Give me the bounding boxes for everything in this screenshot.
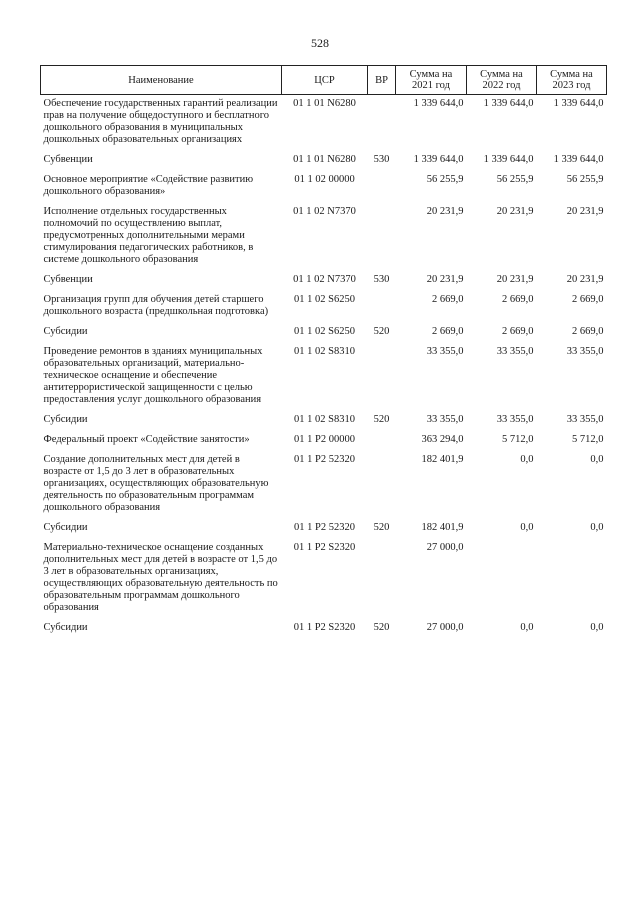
- cell-vr: 520: [373, 522, 390, 533]
- table-row: [41, 203, 607, 271]
- cell-name: Субсидии: [43, 414, 88, 425]
- cell-sum-2023: 5 712,0: [572, 434, 604, 445]
- cell-csr: 01 1 02 00000: [294, 174, 355, 185]
- budget-table: [40, 65, 607, 639]
- table-row: [41, 343, 607, 411]
- cell-sum-2021: 2 669,0: [432, 294, 464, 305]
- table-row: [41, 519, 607, 539]
- cell-csr: 01 1 02 S6250: [294, 294, 355, 305]
- cell-name: Проведение ремонтов в зданиях муниципальных образовательных организаций, материально-техническое оснащение и обеспечение антитеррористической защищенности с целью предоставления услуг дошкольного образования: [43, 346, 263, 405]
- table-row: [41, 411, 607, 431]
- cell-vr: 530: [373, 274, 390, 285]
- cell-sum-2021: 1 339 644,0: [413, 98, 464, 109]
- header-name: Наименование: [41, 66, 282, 95]
- table-row: [41, 451, 607, 519]
- cell-sum-2022: 33 355,0: [496, 346, 534, 357]
- cell-vr: [368, 451, 396, 519]
- cell-csr: 01 1 01 N6280: [293, 154, 356, 165]
- cell-sum-2022: 33 355,0: [496, 414, 534, 425]
- cell-sum-2023: 1 339 644,0: [553, 154, 604, 165]
- cell-sum-2023: 2 669,0: [572, 294, 604, 305]
- cell-csr: 01 1 P2 00000: [294, 434, 355, 445]
- cell-vr: 520: [373, 326, 390, 337]
- cell-sum-2023: 0,0: [590, 522, 604, 533]
- table-row: [41, 539, 607, 619]
- cell-sum-2021: 56 255,9: [426, 174, 464, 185]
- table-row: [41, 95, 607, 152]
- cell-sum-2023: 1 339 644,0: [553, 98, 604, 109]
- table-row: [41, 291, 607, 323]
- header-sum-2022: Сумма на 2022 год: [467, 66, 537, 95]
- cell-sum-2021: 182 401,9: [421, 454, 464, 465]
- cell-name: Основное мероприятие «Содействие развитию дошкольного образования»: [43, 174, 254, 197]
- cell-sum-2021: 27 000,0: [426, 542, 464, 553]
- cell-sum-2021: 20 231,9: [426, 274, 464, 285]
- cell-sum-2022: [467, 539, 537, 619]
- cell-sum-2021: 182 401,9: [421, 522, 464, 533]
- header-sum-2021: Сумма на 2021 год: [396, 66, 467, 95]
- table-row: [41, 323, 607, 343]
- cell-name: Организация групп для обучения детей старшего дошкольного возраста (предшкольная подготовка): [43, 294, 269, 317]
- cell-name: Субвенции: [43, 154, 93, 165]
- cell-csr: 01 1 02 S6250: [294, 326, 355, 337]
- cell-sum-2023: 33 355,0: [566, 346, 604, 357]
- cell-sum-2023: 0,0: [590, 622, 604, 633]
- cell-sum-2022: 56 255,9: [496, 174, 534, 185]
- cell-name: Субсидии: [43, 622, 88, 633]
- cell-sum-2023: 0,0: [590, 454, 604, 465]
- cell-name: Субсидии: [43, 326, 88, 337]
- header-csr: ЦСР: [282, 66, 368, 95]
- cell-sum-2022: 0,0: [520, 622, 534, 633]
- cell-name: Субсидии: [43, 522, 88, 533]
- table-body: [41, 95, 607, 640]
- cell-name: Исполнение отдельных государственных полномочий по осуществлению выплат, предусмотренных дополнительными мерами стимулирования педагогических работников, в системе дошкольного образования: [43, 206, 254, 265]
- cell-sum-2022: 0,0: [520, 454, 534, 465]
- cell-vr: 530: [373, 154, 390, 165]
- cell-name: Субвенции: [43, 274, 93, 285]
- cell-sum-2023: 33 355,0: [566, 414, 604, 425]
- header-sum-2023: Сумма на 2023 год: [537, 66, 607, 95]
- cell-name: Обеспечение государственных гарантий реализации прав на получение общедоступного и бесплатного дошкольного образования в муниципальных дошкольных образовательных организациях: [43, 98, 278, 145]
- cell-csr: 01 1 P2 52320: [294, 522, 355, 533]
- cell-sum-2023: 20 231,9: [566, 206, 604, 217]
- cell-vr: [368, 95, 396, 152]
- cell-vr: [368, 539, 396, 619]
- cell-vr: 520: [373, 622, 390, 633]
- cell-name: Федеральный проект «Содействие занятости»: [43, 434, 250, 445]
- cell-sum-2023: 56 255,9: [566, 174, 604, 185]
- cell-sum-2022: 1 339 644,0: [483, 98, 534, 109]
- cell-csr: 01 1 02 S8310: [294, 346, 355, 357]
- table-row: [41, 151, 607, 171]
- cell-sum-2021: 33 355,0: [426, 346, 464, 357]
- cell-sum-2021: 33 355,0: [426, 414, 464, 425]
- table-row: [41, 431, 607, 451]
- cell-sum-2022: 5 712,0: [502, 434, 534, 445]
- cell-csr: 01 1 02 S8310: [294, 414, 355, 425]
- cell-sum-2022: 0,0: [520, 522, 534, 533]
- cell-csr: 01 1 P2 52320: [294, 454, 355, 465]
- table-row: [41, 619, 607, 639]
- cell-sum-2021: 1 339 644,0: [413, 154, 464, 165]
- cell-sum-2021: 363 294,0: [421, 434, 464, 445]
- header-vr: ВР: [368, 66, 396, 95]
- table-row: [41, 171, 607, 203]
- cell-csr: 01 1 02 N7370: [293, 274, 356, 285]
- cell-vr: [368, 291, 396, 323]
- cell-csr: 01 1 P2 S2320: [293, 542, 356, 553]
- cell-sum-2021: 2 669,0: [432, 326, 464, 337]
- cell-sum-2022: 2 669,0: [502, 326, 534, 337]
- cell-csr: 01 1 01 N6280: [293, 98, 356, 109]
- cell-vr: 520: [373, 414, 390, 425]
- cell-sum-2021: 27 000,0: [426, 622, 464, 633]
- cell-sum-2022: 2 669,0: [502, 294, 534, 305]
- cell-sum-2023: [537, 539, 607, 619]
- table-header-row: [41, 66, 607, 95]
- cell-csr: 01 1 P2 S2320: [293, 622, 356, 633]
- cell-sum-2023: 2 669,0: [572, 326, 604, 337]
- cell-sum-2022: 1 339 644,0: [483, 154, 534, 165]
- cell-sum-2023: 20 231,9: [566, 274, 604, 285]
- cell-vr: [368, 203, 396, 271]
- cell-sum-2021: 20 231,9: [426, 206, 464, 217]
- table-row: [41, 271, 607, 291]
- cell-vr: [368, 431, 396, 451]
- cell-csr: 01 1 02 N7370: [293, 206, 356, 217]
- cell-vr: [368, 171, 396, 203]
- cell-sum-2022: 20 231,9: [496, 206, 534, 217]
- page-number: 528: [311, 36, 329, 50]
- cell-name: Материально-техническое оснащение созданных дополнительных мест для детей в возрасте от 1,5 до 3 лет в образовательных организациях, осуществляющих образовательную деятельность по образовательным программам дошкольного образования: [43, 542, 278, 613]
- cell-sum-2022: 20 231,9: [496, 274, 534, 285]
- cell-name: Создание дополнительных мест для детей в возрасте от 1,5 до 3 лет в образовательных организациях, осуществляющих образовательную деятельность по образовательным программам дошкольного образования: [43, 454, 269, 513]
- cell-vr: [368, 343, 396, 411]
